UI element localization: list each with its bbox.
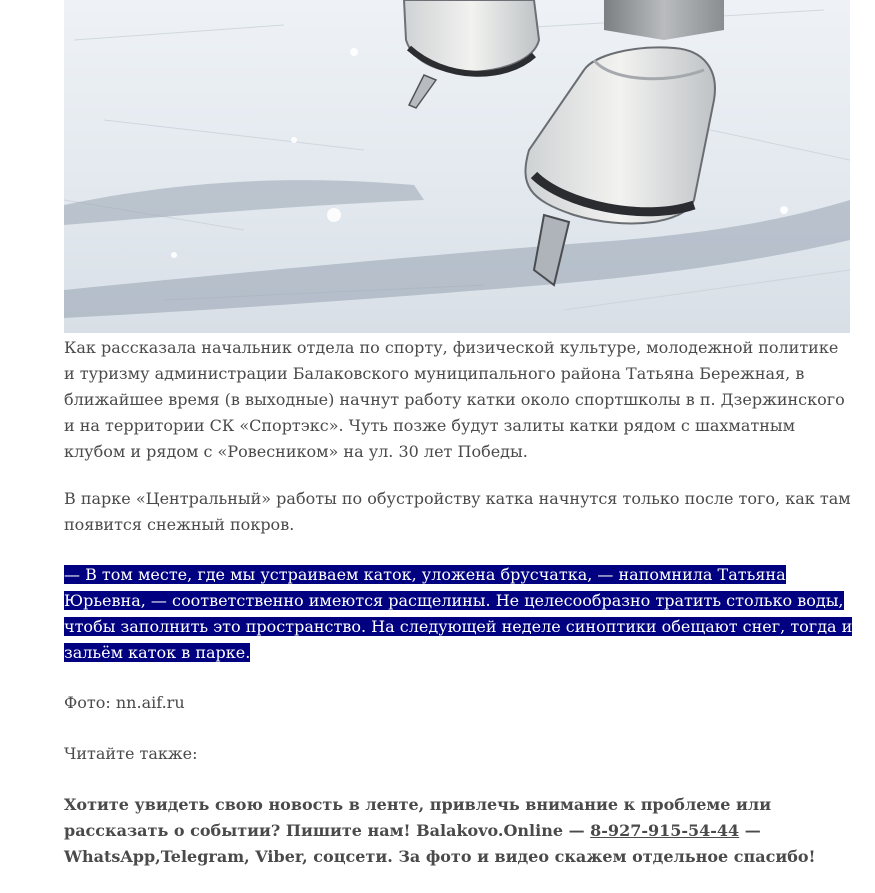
cta-text: Хотите увидеть свою новость в ленте, привлечь внимание к проблеме или рассказать о событии? Пишите нам! Balakovo.Online — (64, 795, 772, 840)
phone-link[interactable]: 8-927-915-54-44 (590, 821, 740, 840)
cta-text-end: — WhatsApp,Telegram, Viber, соцсети. За фото и видео скажем отдельное спасибо! (64, 821, 816, 866)
article-paragraph: Как рассказала начальник отдела по спорту, физической культуре, молодежной политике и туризму администрации Балаковского муниципального района Татьяна Бережная, в ближайшее время (в выходные) начнут работу катки около спортшколы в п. Дзержинского и на территории СК «Спортэкс». Чуть позже будут залиты катки рядом с шахматным клубом и рядом с «Ровесником» на ул. 30 лет Победы. (64, 338, 845, 461)
selected-quote-text[interactable]: — В том месте, где мы устраиваем каток, уложена брусчатка, — напомнила Татьяна Юрьевна, — соответственно имеются расщелины. Не целесообразно тратить столько воды, чтобы заполнить это пространство. На следующей неделе синоптики обещают снег, тогда и зальём каток в парке. (64, 565, 853, 662)
call-to-action (64, 792, 854, 870)
article-quote (64, 562, 854, 666)
article-photo (64, 0, 850, 333)
article-paragraph: В парке «Центральный» работы по обустройству катка начнутся только после того, как там появится снежный покров. (64, 489, 851, 534)
photo-credit: Фото: nn.aif.ru (64, 693, 185, 712)
read-also-label: Читайте также: (64, 744, 198, 763)
ice-skates-image (64, 0, 850, 333)
